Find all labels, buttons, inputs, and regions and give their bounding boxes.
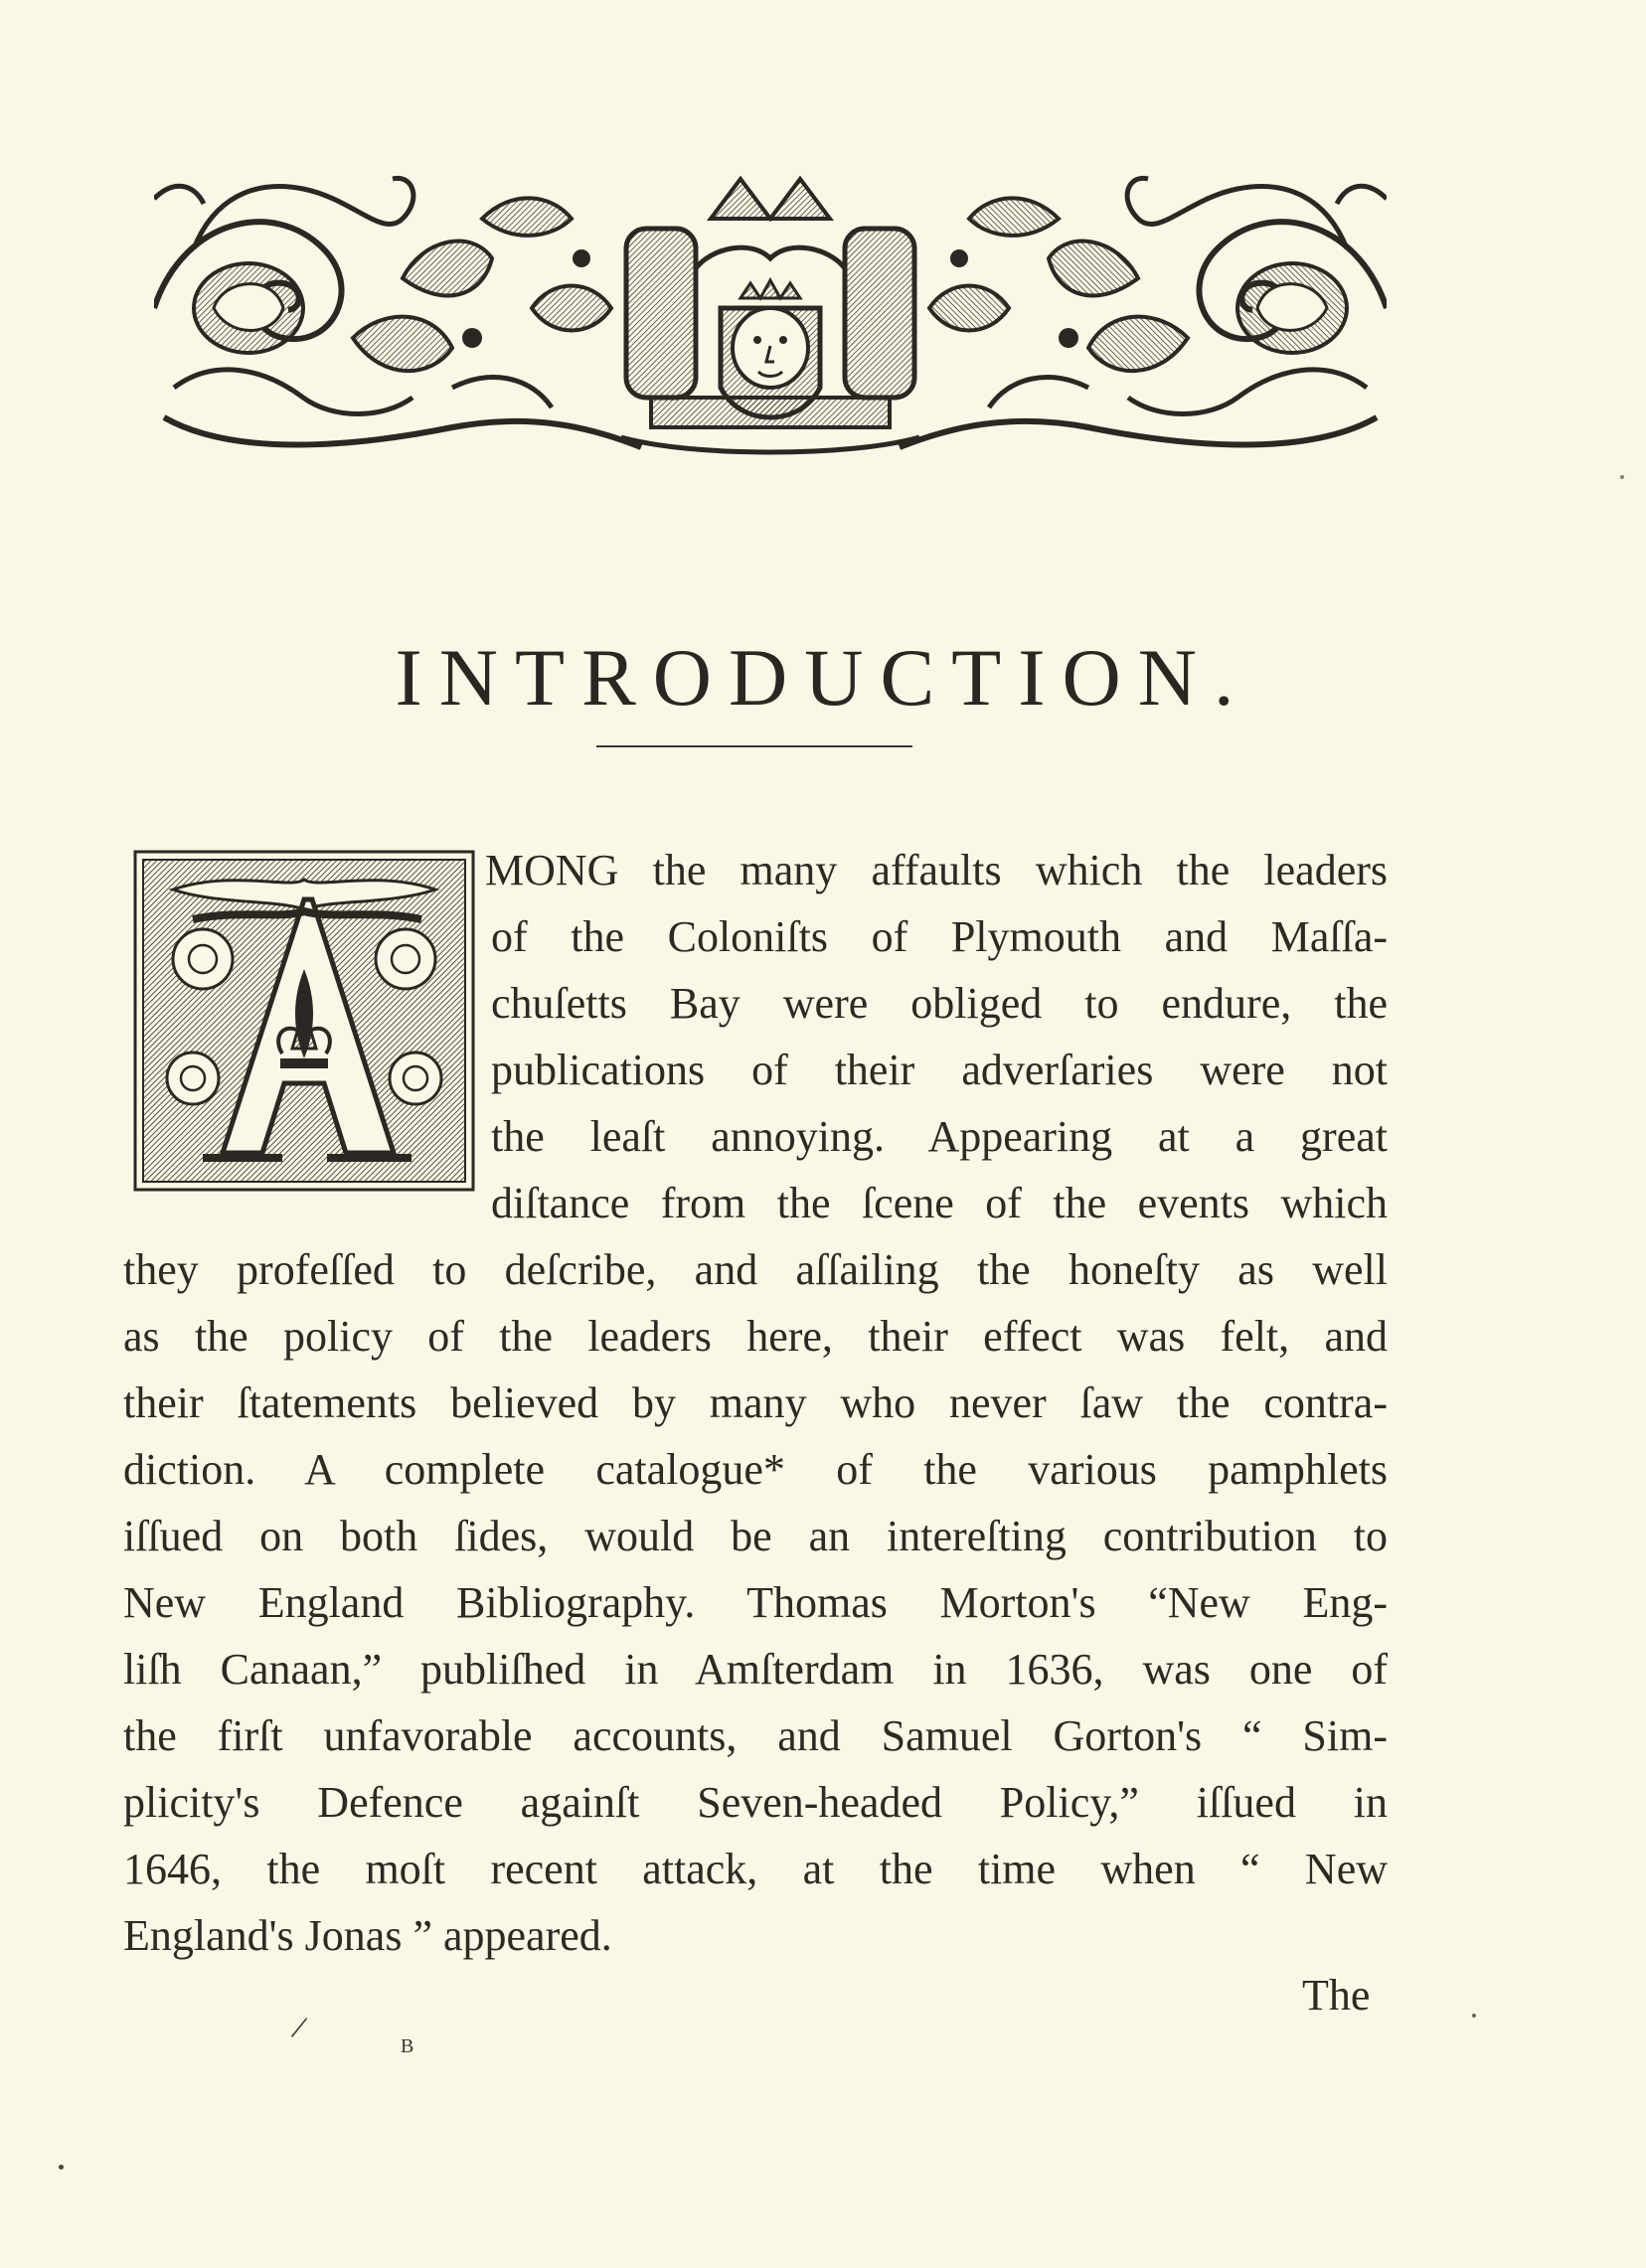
title-divider xyxy=(596,745,912,747)
catchword: The xyxy=(1302,1971,1371,2020)
ink-speck xyxy=(1620,475,1624,479)
text-line: the leaſt annoying. Appearing at a great xyxy=(491,1112,1388,1161)
page-title: INTRODUCTION. xyxy=(395,631,1251,723)
text-line: diction. A complete catalogue* of the various pamphlets xyxy=(123,1445,1388,1494)
text-line: diſtance from the ſcene of the events which xyxy=(491,1179,1388,1227)
ornamental-headpiece-icon xyxy=(154,159,1387,457)
text-line: the firſt unfavorable accounts, and Samuel Gorton's “ Sim- xyxy=(123,1711,1388,1760)
text-line: they profeſſed to deſcribe, and aſſailing the honeſty as well xyxy=(123,1245,1388,1294)
text-line: MONG the many affaults which the leaders xyxy=(485,846,1388,894)
ink-speck xyxy=(1472,2014,1476,2018)
text-line: England's Jonas ” appeared. xyxy=(123,1911,612,1960)
pencil-mark-icon: / xyxy=(288,2009,310,2047)
text-line: iſſued on both ſides, would be an intereſting contribution to xyxy=(123,1512,1388,1560)
text-line: of the Coloniſts of Plymouth and Maſſa- xyxy=(491,912,1388,961)
text-line: publications of their adverſaries were not xyxy=(491,1046,1388,1094)
text-line: New England Bibliography. Thomas Morton's “New Eng- xyxy=(123,1578,1388,1627)
text-line: as the policy of the leaders here, their effect was felt, and xyxy=(123,1312,1388,1361)
text-line: plicity's Defence againſt Seven-headed Policy,” iſſued in xyxy=(123,1778,1388,1827)
text-line: their ſtatements believed by many who never ſaw the contra- xyxy=(123,1378,1388,1427)
body-text xyxy=(123,837,1388,1969)
text-line: liſh Canaan,” publiſhed in Amſterdam in 1636, was one of xyxy=(123,1645,1388,1694)
text-line: 1646, the moſt recent attack, at the time when “ New xyxy=(123,1845,1388,1893)
signature-mark: B xyxy=(401,2035,415,2057)
ink-speck xyxy=(59,2165,64,2170)
text-line: chuſetts Bay were obliged to endure, the xyxy=(491,979,1388,1028)
